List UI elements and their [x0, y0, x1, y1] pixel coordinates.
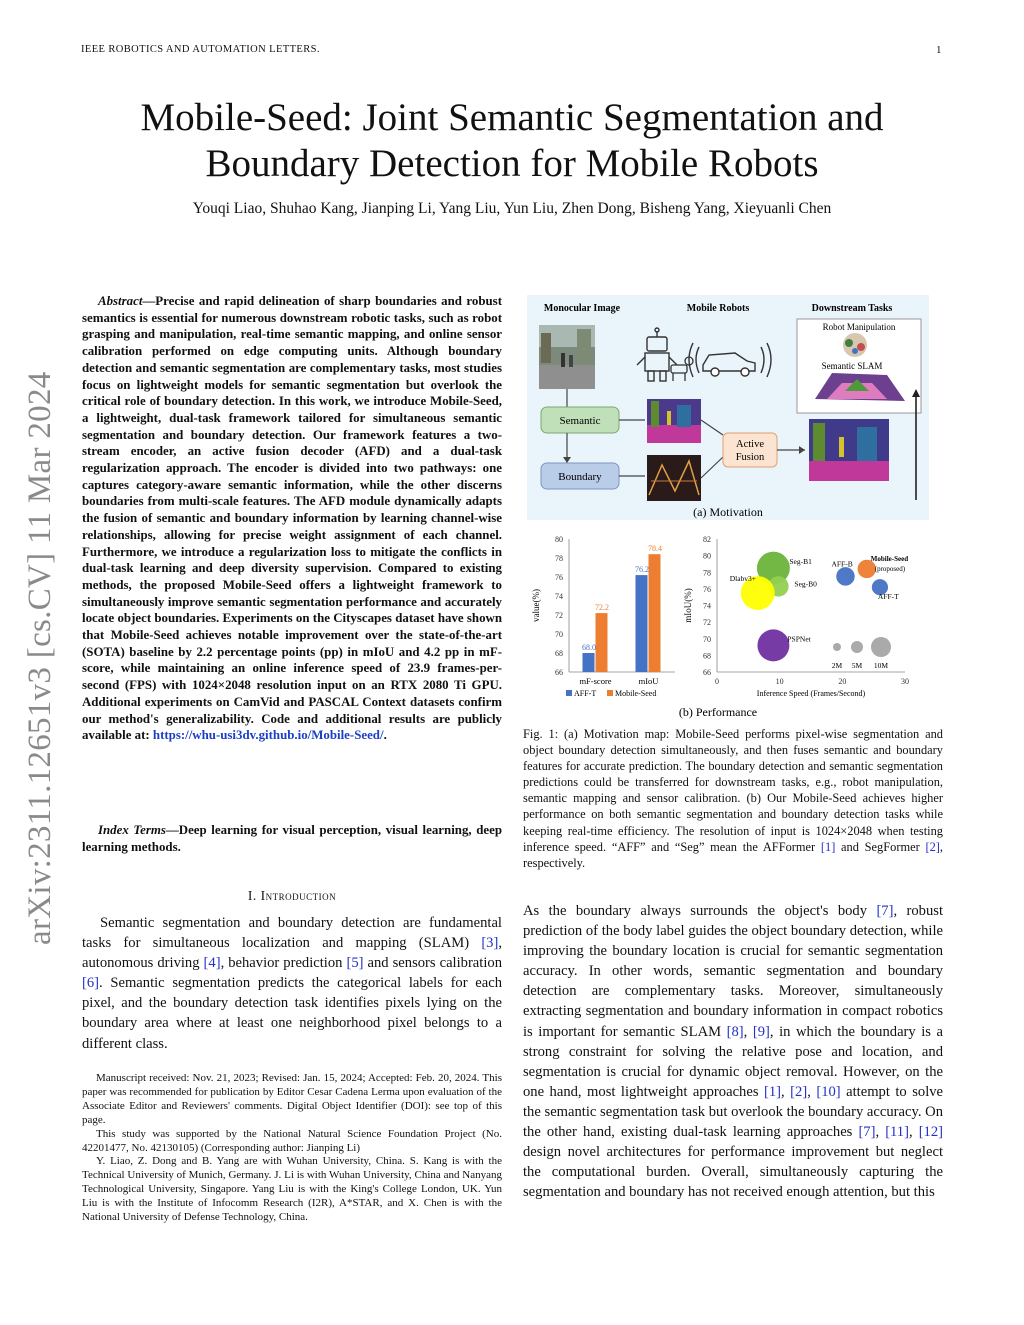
- abstract-end: .: [383, 728, 387, 743]
- arxiv-stamp: arXiv:2311.12651v3 [cs.CV] 11 Mar 2024: [22, 371, 58, 945]
- scatter-point-label: PSPNet: [787, 634, 811, 644]
- legend-swatch-afft: [566, 690, 572, 696]
- col-title-tasks: Downstream Tasks: [811, 303, 893, 314]
- bar-value-label: 76.2: [635, 565, 649, 575]
- size-legend-circle: [851, 641, 863, 653]
- performance-caption: (b) Performance: [678, 705, 758, 719]
- scatter-y-tick: 68: [703, 651, 711, 661]
- scatter-x-tick: 20: [838, 677, 847, 686]
- citation[interactable]: [11]: [885, 1124, 909, 1141]
- code-link[interactable]: https://whu-usi3dv.github.io/Mobile-Seed/: [152, 728, 384, 743]
- robot-manipulation-label: Robot Manipulation: [822, 322, 896, 332]
- citation[interactable]: [7]: [858, 1124, 876, 1141]
- scatter-y-tick: 78: [703, 568, 711, 578]
- citation[interactable]: [7]: [876, 903, 894, 919]
- figure-caption: Fig. 1: (a) Motivation map: Mobile-Seed performs pixel-wise segmentation and object boundary detection simultaneously, and then fuses semantic and boundary features for accurate prediction. The boundary detection and semantic segmentation predictions could be transferred for downstream tasks, e.g., robot manipulation, semantic mapping and sensor calibration. (b) Our Mobile-Seed achieves higher performance on both semantic segmentation and boundary detection tasks while keeping real-time efficiency. The resolution of input is 1024×2048 when testing inference speed. “AFF” and “Seg” mean the AFFormer [1] and SegFormer [2], respectively.: [523, 727, 943, 870]
- page-number: 1: [936, 44, 942, 56]
- section-title: Introduction: [260, 888, 337, 903]
- motivation-panel: [527, 295, 929, 520]
- bar-y-tick: 74: [555, 592, 563, 601]
- bar-category-label: mF-score: [579, 676, 612, 686]
- bar-value-label: 72.2: [595, 603, 609, 613]
- bar-category-label: mIoU: [638, 676, 659, 686]
- col-title-robots: Mobile Robots: [686, 303, 750, 314]
- index-terms-text: —Deep learning for visual perception, visual learning, deep learning methods.: [82, 823, 502, 854]
- proposed-note: (proposed): [874, 564, 906, 573]
- scatter-x-tick: 30: [901, 677, 909, 686]
- scatter-y-tick: 82: [703, 535, 711, 544]
- size-legend-label: 2M: [831, 661, 843, 670]
- footnote-affiliations: Y. Liao, Z. Dong and B. Yang are with Wuhan University, China. S. Kang is with the Technical University of Munich, Germany. J. Li is with Wuhan University, China and Nanyang Technological University, Singapore. Yang Liu is with the King's College London, UK. Yun Liu is with the Institute of Infocomm Research (I2R), A*STAR, and X. Chen is with the National University of Defense Technology, China.: [82, 1155, 502, 1224]
- scatter-point-label: Seg-B1: [789, 557, 812, 567]
- author-list: Youqi Liao, Shuhao Kang, Jianping Li, Yang Liu, Yun Liu, Zhen Dong, Bisheng Yang, Xieyuanli Chen: [192, 200, 832, 217]
- scatter-x-tick: 10: [775, 677, 784, 686]
- index-terms: [82, 822, 502, 855]
- bar-y-tick: 78: [555, 554, 563, 563]
- size-legend-circle: [833, 643, 841, 651]
- legend-swatch-seed: [607, 690, 613, 696]
- citation[interactable]: [5]: [346, 955, 364, 972]
- citation[interactable]: [2]: [925, 839, 940, 854]
- legend-label-seed: Mobile-Seed: [615, 689, 657, 698]
- scatter-point-label: Mobile-Seed: [870, 554, 909, 563]
- abstract-label: Abstract: [98, 294, 143, 308]
- citation[interactable]: [1]: [763, 1083, 782, 1100]
- citation[interactable]: [8]: [726, 1023, 744, 1040]
- bar-y-tick: 70: [555, 630, 563, 639]
- scatter-point-label: AFF-B: [831, 559, 853, 569]
- boundary-label: Boundary: [558, 471, 602, 483]
- paper-title: Mobile-Seed: Joint Semantic Segmentation and Boundary Detection for Mobile Robots: [140, 96, 884, 185]
- scatter-y-tick: 80: [703, 551, 711, 561]
- citation[interactable]: [2]: [790, 1083, 808, 1100]
- citation[interactable]: [3]: [481, 935, 499, 952]
- col-title-image: Monocular Image: [543, 303, 621, 314]
- fusion-label-2: Fusion: [735, 452, 765, 463]
- fusion-label-1: Active: [736, 439, 764, 450]
- bar-y-tick: 66: [555, 668, 563, 677]
- scatter-x-label: Inference Speed (Frames/Second): [756, 689, 866, 698]
- caption-label: Fig. 1:: [523, 727, 559, 741]
- fused-result-image: [809, 419, 889, 481]
- citation[interactable]: [6]: [82, 975, 100, 992]
- intro-paragraph: Semantic segmentation and boundary detection are fundamental tasks for simultaneous localization and mapping (SLAM) [3], autonomous driving [4], behavior prediction [5] and sensors calibration [6]. Semantic segmentation predicts the categorical labels for each pixel, and the boundary detection task identifies pixels lying on the boundary area where at least one neighborhood pixel belongs to a different class.: [82, 915, 502, 1052]
- index-terms-label: Index Terms: [98, 823, 166, 837]
- semantic-slam-label: Semantic SLAM: [821, 361, 883, 371]
- boundary-map-thumb: [647, 455, 701, 501]
- abstract-text: —Precise and rapid delineation of sharp boundaries and robust semantics is essential for numerous downstream robotic tasks, such as robot grasping and manipulation, real-time semantic mapping, and online sensor calibration performed on edge computing units. Although boundary detection and semantic segmentation are complementary tasks, most studies focus on lightweight models for semantic segmentation but overlook the critical role of boundary detection. In this work, we introduce Mobile-Seed, a lightweight, dual-task framework tailored for simultaneous semantic segmentation and boundary detection. Our framework features a two-stream encoder, an active fusion decoder (AFD) and a dual-task regularization approach. The encoder is divided into two pathways: one captures category-aware semantic information, while the other discerns boundaries from multi-scale features. The AFD module dynamically adapts the fusion of semantic and boundary information by learning channel-wise relationships, allowing for precise weight assignment of each channel. Furthermore, we introduce a regularization loss to mitigate the conflicts in dual-task learning and deep diversity supervision. Compared to existing methods, the proposed Mobile-Seed offers a lightweight framework to simultaneously improve semantic segmentation performance and accurately locate object boundaries. Experiments on the Cityscapes dataset have shown that Mobile-Seed achieves notable improvement over the state-of-the-art (SOTA) baseline by 2.2 percentage points (pp) in mIoU and 4.2 pp in mF-score, while maintaining an online inference speed of 23.9 frames-per-second (FPS) with 1024×2048 resolution input on an RTX 2080 Ti GPU. Additional experiments on CamVid and PASCAL Context datasets confirm our method's generalizability. Code and additional results are publicly available at:: [82, 294, 502, 743]
- bar-aff-t: [636, 575, 648, 672]
- bar-y-tick: 76: [555, 573, 563, 582]
- footnote-manuscript: Manuscript received: Nov. 21, 2023; Revised: Jan. 15, 2024; Accepted: Feb. 20, 2024. This paper was recommended for publication by Editor Cesar Cadena Lerma upon evaluation of the Associate Editor and Reviewers' comments. Digital Object Identifier (DOI): see top of this page.: [82, 1072, 502, 1126]
- footnotes: [82, 1072, 502, 1225]
- manipulation-image: [843, 333, 867, 357]
- bar-y-tick: 80: [555, 535, 563, 544]
- citation[interactable]: [12]: [918, 1124, 944, 1141]
- semantic-label: Semantic: [559, 415, 601, 427]
- scatter-y-tick: 76: [703, 584, 711, 594]
- bar-mobile-seed: [649, 554, 661, 672]
- scatter-point: [836, 567, 854, 585]
- citation[interactable]: [1]: [820, 839, 836, 854]
- size-legend-label: 5M: [851, 661, 863, 670]
- bar-mobile-seed: [596, 613, 608, 672]
- street-image: [539, 325, 595, 389]
- scatter-y-tick: 74: [703, 601, 711, 611]
- scatter-x-tick: 0: [715, 677, 719, 686]
- bar-value-label: 68.0: [582, 643, 596, 652]
- right-column-paragraph: As the boundary always surrounds the object's body [7], robust prediction of the body label guides the object boundary detection, while improving the boundary location is crucial for semantic segmentation accuracy. In other words, semantic segmentation and boundary detection are complementary tasks. Moreover, simultaneously extracting segmentation and boundary information in compact robotics is important for semantic SLAM [8], [9], in which the boundary is a strong constraint for solving the relative pose and location, and segmentation is crucial for dynamic object removal. However, on the one hand, most lightweight approaches [1], [2], [10] attempt to solve the semantic segmentation task but overlook the boundary accuracy. On the other hand, existing dual-task learning approaches [7], [11], [12] design novel architectures for performance improvement but neglect the computational burden. Overall, simultaneously capturing the segmentation and boundary has not received enough attention, but this: [523, 903, 944, 1201]
- scatter-y-label: mIoU(%): [683, 588, 693, 623]
- scatter-point-label: AFF-T: [877, 592, 899, 602]
- semantic-map-thumb: [647, 399, 701, 443]
- journal-header: IEEE ROBOTICS AND AUTOMATION LETTERS.: [81, 44, 320, 55]
- bar-aff-t: [583, 653, 595, 672]
- bar-y-label: value(%): [531, 589, 541, 622]
- size-legend-label: 10M: [873, 661, 889, 670]
- scatter-y-tick: 66: [703, 668, 711, 677]
- bar-y-tick: 72: [555, 611, 563, 620]
- scatter-y-tick: 72: [703, 618, 711, 628]
- bar-value-label: 78.4: [648, 544, 662, 554]
- citation[interactable]: [9]: [752, 1023, 770, 1040]
- figure-1: [527, 295, 929, 722]
- bar-chart: [531, 535, 675, 698]
- bar-y-tick: 68: [555, 649, 563, 658]
- scatter-point-label: Seg-B0: [794, 579, 817, 589]
- abstract: [82, 293, 502, 744]
- citation[interactable]: [10]: [816, 1083, 841, 1100]
- legend-label-afft: AFF-T: [574, 689, 597, 698]
- scatter-y-tick: 70: [703, 634, 711, 644]
- section-number: I.: [247, 888, 257, 903]
- size-legend-circle: [871, 637, 891, 657]
- scatter-point-label: Dlabv3+: [729, 574, 757, 584]
- scatter-chart: [683, 535, 909, 698]
- footnote-funding: This study was supported by the National Natural Science Foundation Project (No. 42201477, No. 42130105) (Corresponding author: Jianping Li): [82, 1127, 502, 1154]
- citation[interactable]: [4]: [203, 955, 221, 972]
- scatter-point: [757, 629, 789, 661]
- section-heading: [82, 888, 502, 904]
- motivation-caption: (a) Motivation: [693, 505, 763, 519]
